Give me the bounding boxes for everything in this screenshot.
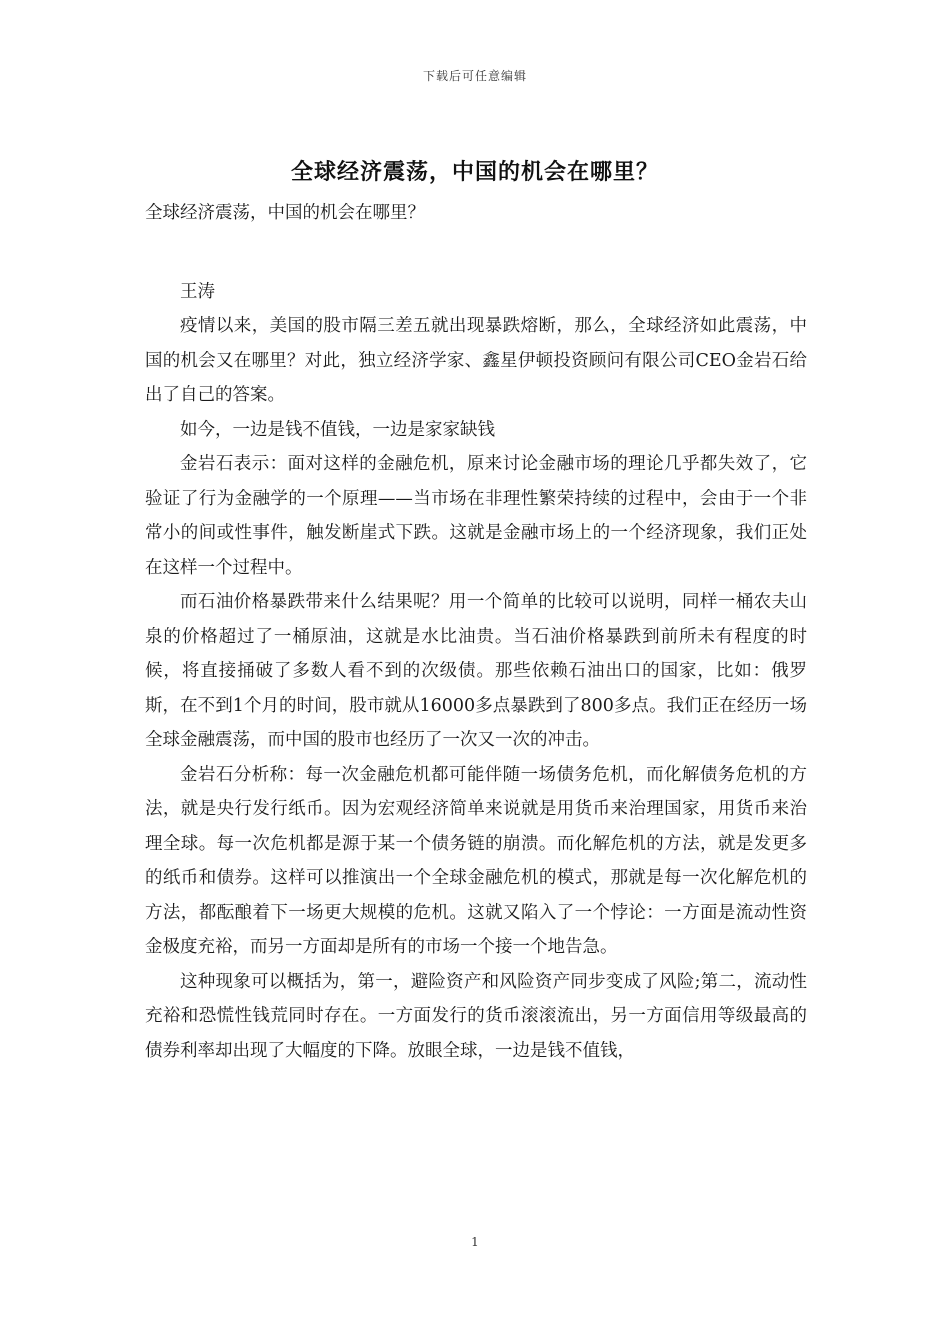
- page-header: 下载后可任意编辑: [422, 69, 527, 83]
- paragraph: 这种现象可以概括为，第一，避险资产和风险资产同步变成了风险;第二，流动性充裕和恐慌性钱荒同时存在。一方面发行的货币滚滚流出，另一方面信用等级最高的债券利率却出现了大幅度的下降。放眼全球，一边是钱不值钱，: [145, 971, 807, 1061]
- document-body: [145, 196, 807, 1068]
- page-number: 1: [471, 1235, 479, 1249]
- document-title: 全球经济震荡，中国的机会在哪里？: [290, 159, 659, 185]
- paragraph: 金岩石分析称：每一次金融危机都可能伴随一场债务危机，而化解债务危机的方法，就是央行发行纸币。因为宏观经济简单来说就是用货币来治理国家，用货币来治理全球。每一次危机都是源于某一个债务链的崩溃。而化解危机的方法，就是发更多的纸币和债券。这样可以推演出一个全球金融危机的模式，那就是每一次化解危机的方法，都酝酿着下一场更大规模的危机。这就又陷入了一个悖论：一方面是流动性资金极度充裕，而另一方面却是所有的市场一个接一个地告急。: [145, 764, 807, 957]
- paragraph: 疫情以来，美国的股市隔三差五就出现暴跌熔断，那么，全球经济如此震荡，中国的机会又在哪里？对此，独立经济学家、鑫星伊顿投资顾问有限公司CEO金岩石给出了自己的答案。: [145, 316, 807, 405]
- paragraph: 而石油价格暴跌带来什么结果呢？用一个简单的比较可以说明，同样一桶农夫山泉的价格超过了一桶原油，这就是水比油贵。当石油价格暴跌到前所未有程度的时候，将直接捅破了多数人看不到的次级债。那些依赖石油出口的国家，比如：俄罗斯，在不到1个月的时间，股市就从16000多点暴跌到了800多点。我们正在经历一场全球金融震荡，而中国的股市也经历了一次又一次的冲击。: [145, 592, 807, 750]
- author-name: 王涛: [180, 281, 215, 302]
- document-subtitle: 全球经济震荡，中国的机会在哪里？: [145, 203, 425, 223]
- paragraph: 金岩石表示：面对这样的金融危机，原来讨论金融市场的理论几乎都失效了，它验证了行为金融学的一个原理——当市场在非理性繁荣持续的过程中，会由于一个非常小的间或性事件，触发断崖式下跌。这就是金融市场上的一个经济现象，我们正处在这样一个过程中。: [145, 454, 807, 578]
- section-heading: 如今，一边是钱不值钱，一边是家家缺钱: [180, 419, 495, 440]
